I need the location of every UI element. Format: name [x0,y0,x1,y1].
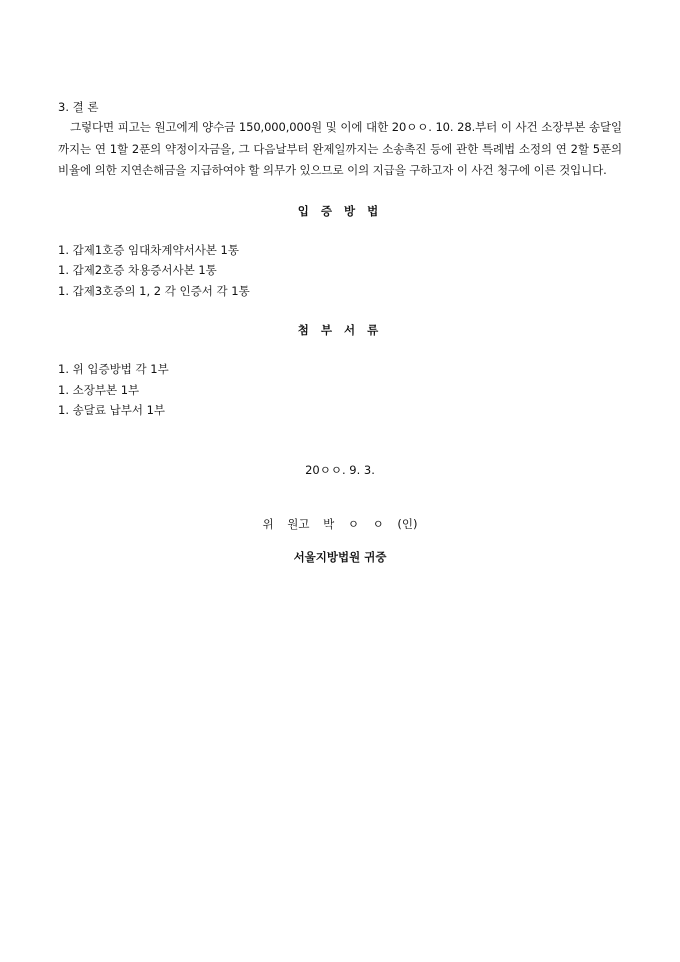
filing-date: 20ㅇㅇ. 9. 3. [305,462,375,477]
spacer [58,301,622,320]
spacer [58,340,622,359]
spacer [58,480,622,514]
attachment-item: 1. 소장부본 1부 [58,382,140,397]
court-addressee: 서울지방법원 귀중 [293,549,387,564]
evidence-item: 1. 갑제3호증의 1, 2 각 인증서 각 1통 [58,283,250,298]
spacer [58,182,622,201]
evidence-item: 1. 갑제1호증 임대차계약서사본 1통 [58,242,239,257]
attachments-list [58,359,622,421]
attachments-title: 첨 부 서 류 [297,323,383,337]
attachment-item: 1. 송달료 납부서 1부 [58,403,166,417]
conclusion-heading: 3. 결 론 [58,100,99,114]
conclusion-paragraph: 그렇다면 피고는 원고에게 양수금 150,000,000원 및 이에 대한 20ㅇㅇ. 10. 28.부터 이 사건 소장부본 송달일까지는 연 1할 2푼의 약정이자금을, 그 다음날부터 완제일까지는 소송촉진 등에 관한 특례법 소정의 연 2할 5푼의 비율에 의한 지연손해금을 지급하여야 할 의무가 있으므로 이의 지급을 구하고자 이 사건 청구에 이른 것입니다. [58,120,622,177]
document-page [58,97,622,567]
evidence-item: 1. 갑제2호증 차용증서사본 1통 [58,263,217,277]
spacer [58,221,622,240]
attachment-item: 1. 위 입증방법 각 1부 [58,362,169,376]
plaintiff-signature: 위 원고 박 ㅇ ㅇ (인) [262,516,418,531]
spacer [58,534,622,547]
evidence-title: 입 증 방 법 [297,203,383,218]
evidence-list [58,240,622,302]
spacer [58,421,622,460]
